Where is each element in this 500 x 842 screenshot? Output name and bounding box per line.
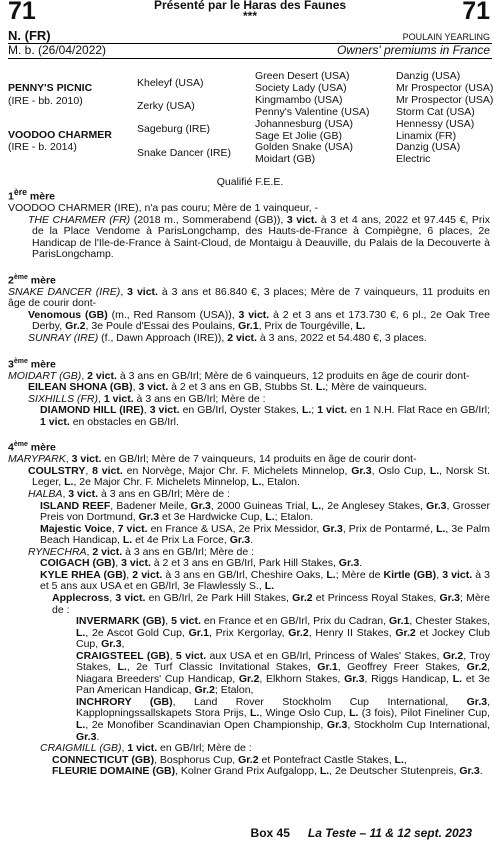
divider (8, 58, 492, 59)
pedigree-gen2: Kheleyf (USA) (137, 77, 204, 89)
lot-number-left: 71 (8, 0, 36, 25)
dam-info: (IRE - b. 2014) (8, 141, 77, 153)
dam-name: VOODOO CHARMER (8, 129, 112, 141)
pedigree-gen3: Johannesburg (USA) (255, 118, 354, 130)
produce-entry: CRAIGSTEEL (GB), 5 vict. aux USA et en GB/Irl, Princess of Wales' Stakes, Gr.2, Troy Stakes, L., 2e Turf Classic Invitational Stakes, Gr.1, Geoffrey Freer Stakes, Gr.2, Niagara Breeders' Cup Handicap, Gr.2, Elkhorn Stakes, Gr.3, Riggs Handicap, L. et 3e Pan American Handicap, Gr.2; Etalon, (76, 649, 491, 697)
produce-entry: COIGACH (GB), 3 vict. à 2 et 3 ans en GB/Irl, Park Hill Stakes, Gr.3. (40, 557, 363, 570)
produce-entry: Applecross, 3 vict. en GB/Irl, 2e Park Hill Stakes, Gr.2 et Princess Royal Stakes, Gr.3; Mère de : (52, 591, 491, 616)
produce-entry: ISLAND REEF, Badener Meile, Gr.3, 2000 Guineas Trial, L., 2e Anglesey Stakes, Gr.3, Grosser Preis von Dortmund, Gr.3 et 3e Hardwicke Cup, L.; Etalon. (40, 499, 490, 524)
qualification: Qualifié F.E.E. (216, 176, 284, 188)
pedigree-gen2: Sageburg (IRE) (137, 123, 210, 135)
pedigree-gen3: Green Desert (USA) (255, 70, 350, 82)
catalogue-body (8, 187, 490, 778)
produce-entry: KYLE RHEA (GB), 2 vict. à 3 ans en GB/Irl, Cheshire Oaks, L.; Mère de Kirtle (GB), 3 vict. à 3 et 5 ans aux USA et en GB/Irl, 3e Flawlessly S., L. (40, 568, 490, 593)
produce-entry: RYNECHRA, 2 vict. à 3 ans en GB/Irl; Mère de : (28, 545, 255, 558)
section-heading-1: 1ère mère (8, 187, 56, 203)
pedigree-gen2: Zerky (USA) (137, 100, 195, 112)
produce-entry: DIAMOND HILL (IRE), 3 vict. en GB/Irl, Oyster Stakes, L.; 1 vict. en 1 N.H. Flat Race en GB/Irl; 1 vict. en obstacles en GB/Irl. (40, 404, 490, 428)
pedigree-gen4: Storm Cat (USA) (396, 106, 475, 118)
lot-number-right: 71 (462, 0, 490, 25)
owners-premiums: Owners' premiums in France (337, 43, 490, 57)
produce-entry: Venomous (GB) (m., Red Ransom (USA)), 3 vict. à 2 et 3 ans et 173.730 €, 6 pl., 2e Oak Tree Derby, Gr.2, 3e Poule d'Essai des Poulains, Gr.1, Prix de Tourgéville, L. (28, 308, 490, 333)
box-number: Box 45 (250, 826, 290, 840)
produce-entry: EILEAN SHONA (GB), 3 vict. à 2 et 3 ans en GB, Stubbs St. L.; Mère de vainqueurs. (28, 381, 427, 394)
horse-name: N. (FR) (8, 28, 51, 43)
produce-entry: CRAIGMILL (GB), 1 vict. en GB/Irl; Mère de : (40, 742, 252, 755)
sire-info: (IRE - bb. 2010) (8, 95, 83, 107)
pedigree-gen4: Hennessy (USA) (396, 118, 475, 130)
pedigree-gen4: Mr Prospector (USA) (396, 94, 494, 106)
page-header (0, 0, 500, 30)
pedigree-gen4: Electric (396, 153, 431, 165)
pedigree-gen4: Danzig (USA) (396, 141, 461, 153)
section-heading-2: 2ème mère (8, 273, 56, 287)
dam-line: MOIDART (GB), 2 vict. à 3 ans en GB/Irl; Mère de 6 vainqueurs, 12 produits en âge de courir dont- (8, 369, 470, 382)
pedigree-gen4: Danzig (USA) (396, 70, 461, 82)
page-footer (0, 826, 472, 840)
produce-entry: SIXHILLS (FR), 1 vict. à 3 ans en GB/Irl; Mère de : (28, 392, 266, 405)
produce-entry: INVERMARK (GB), 5 vict. en France et en GB/Irl, Prix du Cadran, Gr.1, Chester Stakes, L., 2e Ascot Gold Cup, Gr.1, Prix Kergorlay, Gr.2, Henry II Stakes, Gr.2 et Jockey Club Cup, Gr.3, (76, 615, 490, 651)
pedigree-gen4: Linamix (FR) (396, 130, 457, 142)
produce-entry: THE CHARMER (FR) (2018 m., Sommerabend (GB)), 3 vict. à 3 et 4 ans, 2022 et 97.445 €, Prix de la Place Vendome à ParisLongchamp, des Hauts-de-France à Compiègne, 6 places, 2e Handicap de l'Ile-de-France à Saint-Cloud, de Montaigu à Deauville, du Palais de la Decouverte à ParisLongchamp. (28, 213, 490, 261)
horse-birth: M. b. (26/04/2022) (8, 43, 107, 57)
produce-entry: Majestic Voice, 7 vict. en France & USA, 2e Prix Messidor, Gr.3, Prix de Pontarmé, L., 3e Palm Beach Handicap, L. et 4e Prix La Force, Gr.3. (40, 522, 490, 547)
produce-entry: COULSTRY, 8 vict. en Norvège, Major Chr. F. Michelets Minnelop, Gr.3, Oslo Cup, L., Norsk St. Leger, L., 2e Major Chr. F. Michelets Minnelop, L., Etalon. (28, 464, 490, 489)
pedigree-gen3: Kingmambo (USA) (255, 94, 343, 106)
section-heading-3: 3ème mère (8, 357, 56, 371)
horse-category: POULAIN YEARLING (402, 32, 490, 42)
pedigree-gen4: Mr Prospector (USA) (396, 82, 494, 94)
pedigree-gen3: Society Lady (USA) (255, 82, 347, 94)
dam-line: MARYPARK, 3 vict. en GB/Irl; Mère de 7 vainqueurs, 14 produits en âge de courir dont- (8, 453, 417, 466)
produce-entry: FLEURIE DOMAINE (GB), Kolner Grand Prix Aufgalopp, L., 2e Deutscher Stutenpreis, Gr.3. (52, 765, 483, 778)
dam-line: VOODOO CHARMER (IRE), n'a pas couru; Mère de 1 vainqueur, - (8, 202, 319, 215)
section-heading-4: 4ème mère (8, 441, 56, 454)
produce-entry: INCHRORY (GB), Land Rover Stockholm Cup International, Gr.3, Kapplopningssallskapets Stora Prijs, L., Winge Oslo Cup, L. (3 fois), Pilot Fineliner Cup, L., 2e Monofiber Scandinavian Open Championship, Gr.3, Stockholm Cup International, Gr.3. (76, 695, 490, 743)
produce-entry: HALBA, 3 vict. à 3 ans en GB/Irl; Mère de : (28, 488, 230, 501)
pedigree-gen2: Snake Dancer (IRE) (137, 147, 231, 159)
sale-place-date: La Teste – 11 & 12 sept. 2023 (307, 826, 472, 840)
dam-line: SNAKE DANCER (IRE), 3 vict. à 3 ans et 86.840 €, 3 places; Mère de 7 vainqueurs, 11 produits en âge de courir dont- (8, 285, 491, 310)
pedigree-gen3: Golden Snake (USA) (255, 141, 354, 153)
pedigree-gen3: Moidart (GB) (255, 153, 316, 165)
sire-name: PENNY'S PICNIC (8, 82, 93, 94)
pedigree-gen3: Sage Et Jolie (GB) (255, 130, 342, 142)
presenter-title: Présenté par le Haras des Faunes *** (153, 0, 347, 23)
produce-entry: SUNRAY (IRE) (f., Dawn Approach (IRE)), 2 vict. à 3 ans, 2022 et 54.480 €, 3 places. (28, 332, 427, 345)
produce-entry: CONNECTICUT (GB), Bosphorus Cup, Gr.2 et Pontefract Castle Stakes, L., (52, 753, 407, 766)
pedigree-gen3: Penny's Valentine (USA) (255, 106, 370, 118)
